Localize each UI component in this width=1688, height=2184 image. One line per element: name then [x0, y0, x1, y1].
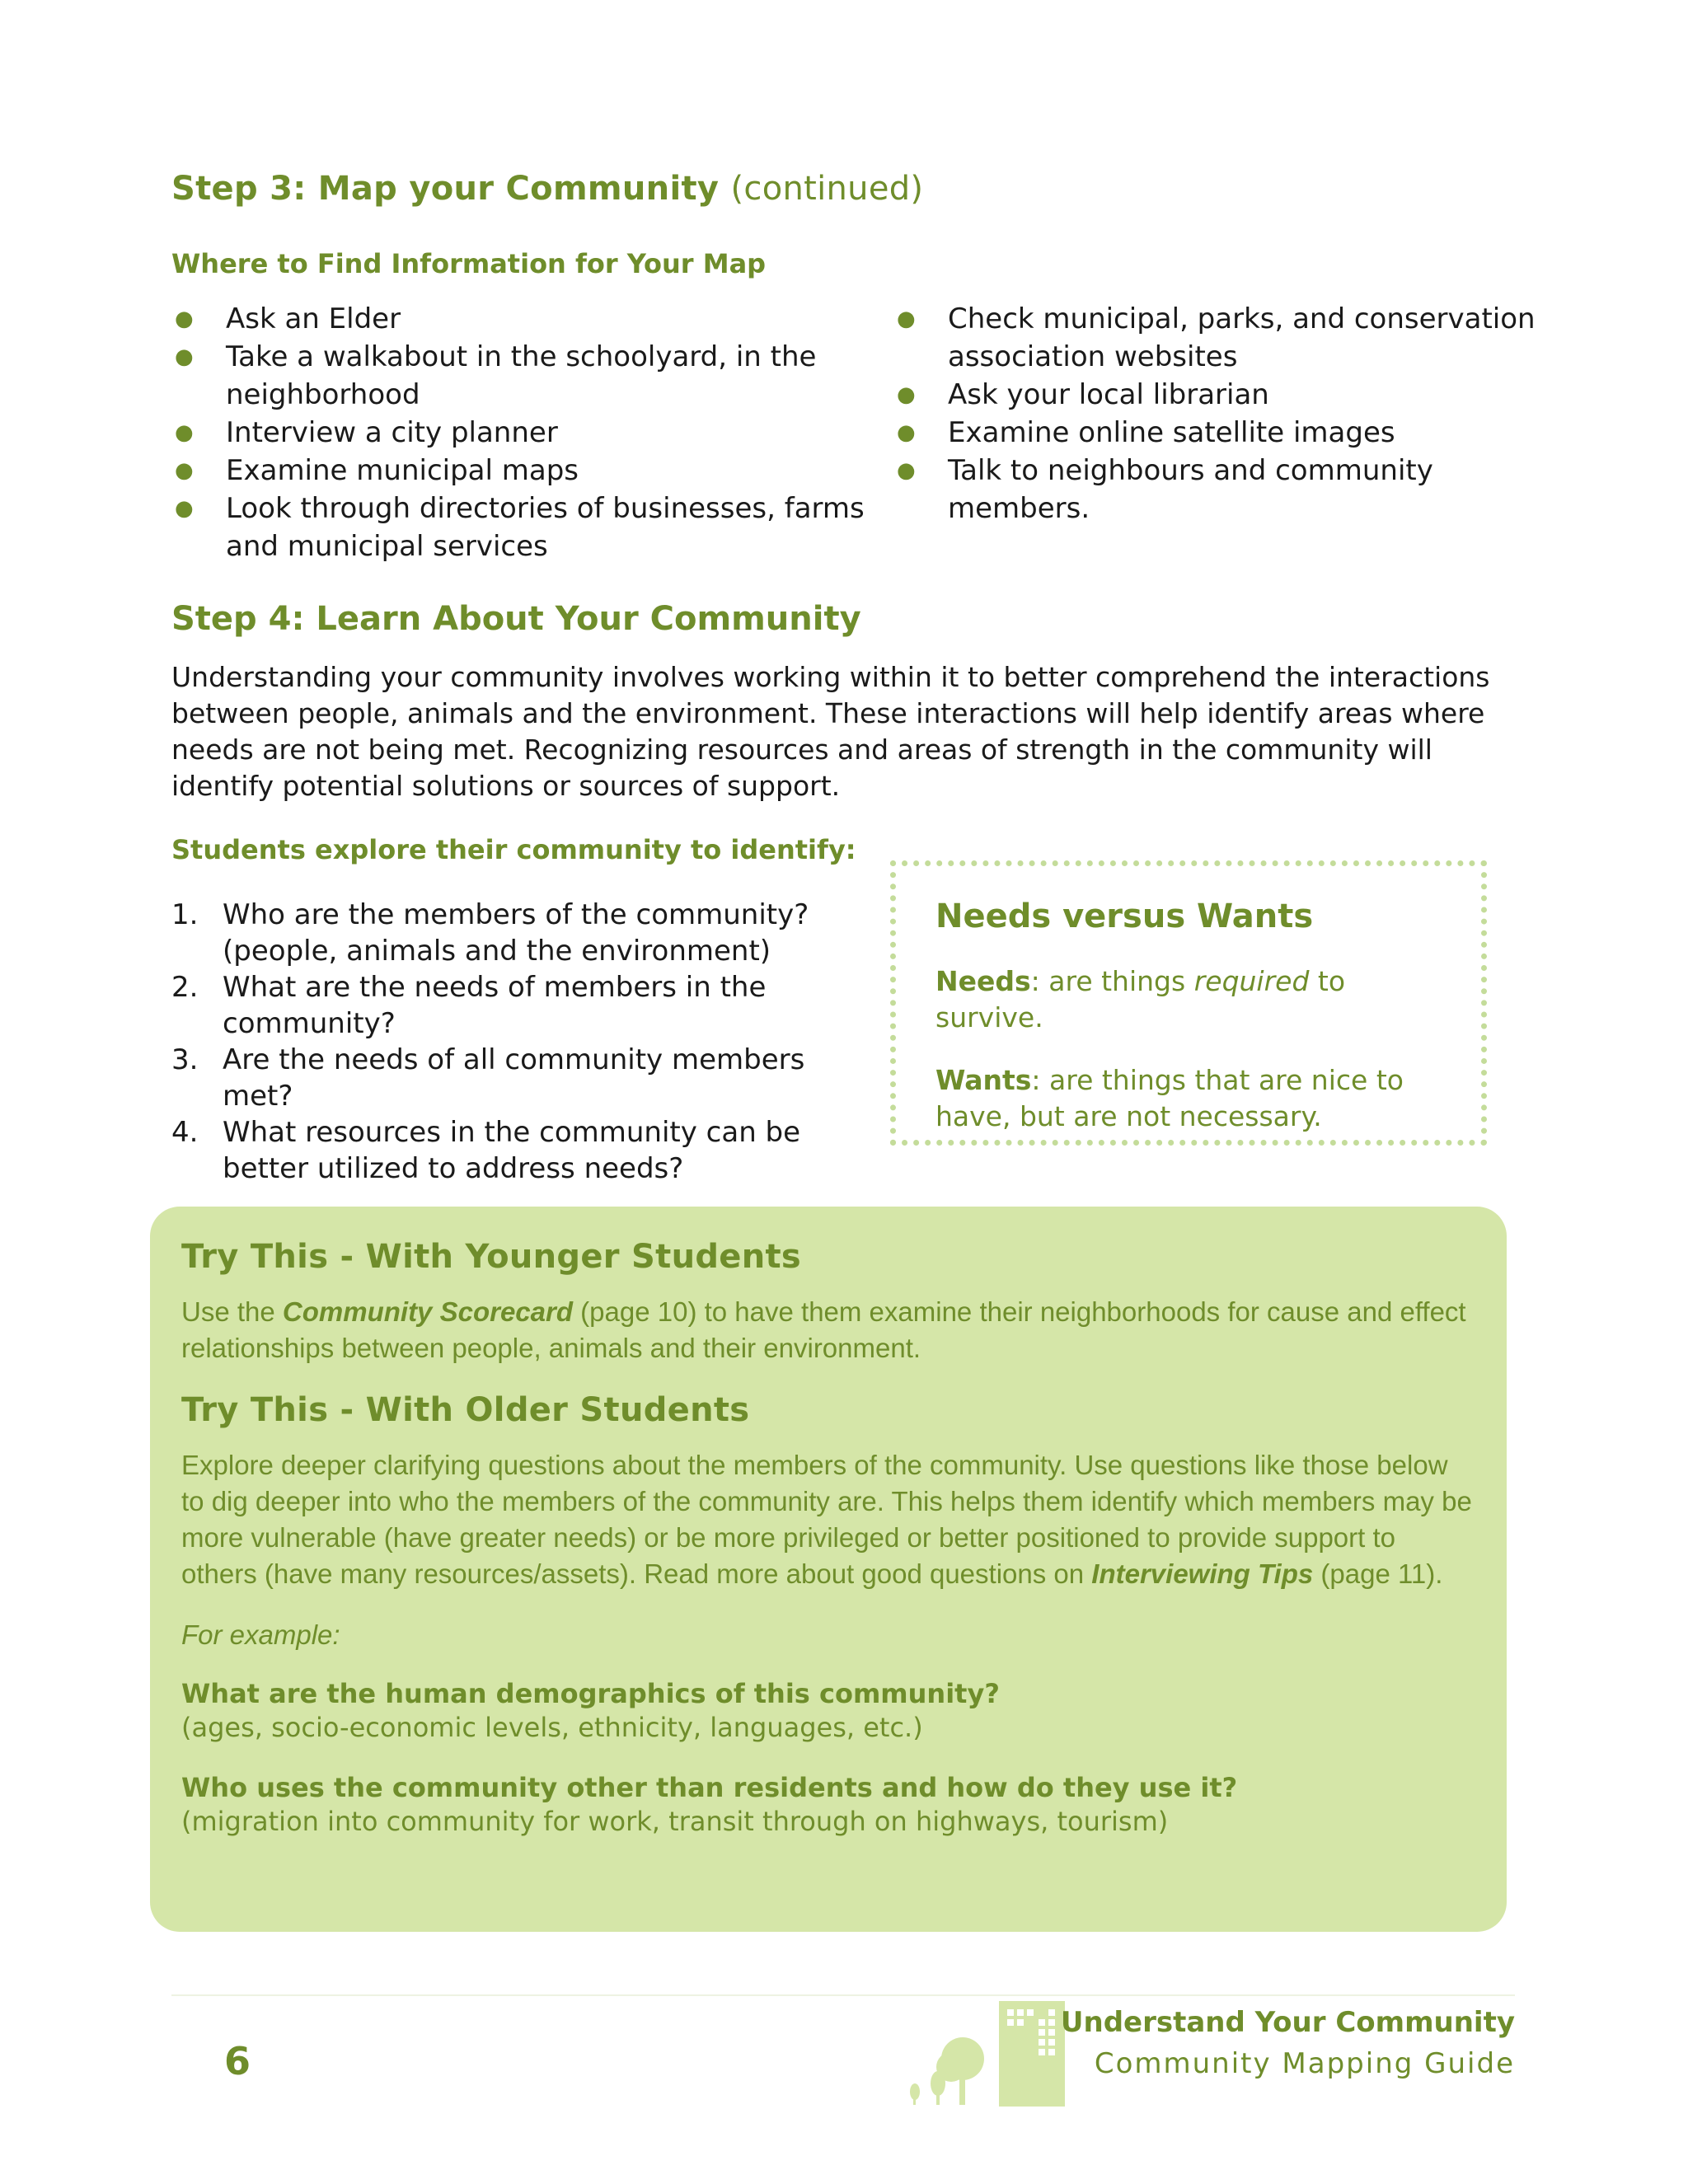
example-question-1: What are the human demographics of this community? [181, 1678, 1000, 1709]
trees-and-building-logo-icon [903, 2001, 1068, 2107]
needs-text-2: to survive. [935, 965, 1346, 1033]
footer-divider [171, 1994, 1515, 1996]
step4-heading: Step 4: Learn About Your Community [171, 600, 861, 638]
older-students-heading: Try This - With Older Students [181, 1391, 750, 1429]
example-answer-2: (migration into community for work, transit through on highways, tourism) [181, 1806, 1169, 1837]
list-item [171, 300, 872, 338]
needs-label: Needs [935, 965, 1031, 997]
needs-text-1: : are things [1030, 965, 1194, 997]
list-item-text: Who are the members of the community? (people, animals and the environment) [223, 898, 809, 968]
younger-students-heading: Try This - With Younger Students [181, 1238, 802, 1276]
step3-heading-text: Step 3: Map your Community [171, 170, 720, 208]
where-to-find-heading: Where to Find Information for Your Map [171, 248, 767, 279]
bullet-icon: ● [175, 344, 194, 369]
find-info-list-right [893, 300, 1553, 527]
explore-heading: Students explore their community to identify: [171, 834, 856, 865]
wants-definition [935, 1062, 1442, 1135]
list-item [171, 490, 872, 565]
wants-label: Wants [935, 1064, 1032, 1096]
example-answer-1: (ages, socio-economic levels, ethnicity, languages, etc.) [181, 1712, 923, 1743]
list-item [171, 452, 872, 490]
needs-emphasis: required [1193, 965, 1310, 997]
bullet-icon: ● [175, 307, 194, 331]
explore-questions-list [171, 897, 864, 1187]
list-item-number: 2. [171, 971, 199, 1004]
older-pre: Explore deeper clarifying questions about the members of the community. Use questions like those below to dig deeper into who the members of the community are. This helps them identify which members may be more vulnerable (have greater needs) or be more privileged or better positioned to provide support to others (have many resources/assets). Read more about good questions on [181, 1450, 1472, 1589]
younger-post: (page 10) to have them examine their neighborhoods for cause and effect relationships between people, animals and their environment. [181, 1296, 1466, 1363]
list-item-number: 3. [171, 1043, 199, 1076]
step3-heading [171, 170, 923, 208]
footer-section-title: Understand Your Community [1060, 2006, 1515, 2039]
callout-title: Needs versus Wants [935, 898, 1314, 935]
list-item-text: Are the needs of all community members met? [223, 1043, 805, 1113]
bullet-icon: ● [897, 382, 916, 407]
try-this-panel [150, 1207, 1507, 1932]
interviewing-tips-reference: Interviewing Tips [1091, 1558, 1314, 1589]
list-item-text: Look through directories of businesses, farms and municipal services [226, 492, 865, 563]
list-item-text: Interview a city planner [226, 416, 558, 449]
bullet-icon: ● [175, 458, 194, 483]
older-post: (page 11). [1313, 1558, 1443, 1589]
older-students-paragraph [181, 1447, 1475, 1592]
list-item [171, 969, 864, 1042]
example-question-2: Who uses the community other than residents and how do they use it? [181, 1772, 1238, 1803]
list-item [893, 300, 1553, 376]
bullet-icon: ● [897, 420, 916, 445]
wants-text: : are things that are nice to have, but are not necessary. [935, 1064, 1404, 1132]
younger-pre: Use the [181, 1296, 283, 1327]
list-item-text: Talk to neighbours and community members. [948, 454, 1433, 525]
list-item-text: Ask your local librarian [948, 378, 1269, 411]
list-item-text: What are the needs of members in the community? [223, 971, 767, 1040]
list-item-text: Ask an Elder [226, 302, 401, 335]
step4-intro-paragraph: Understanding your community involves working within it to better comprehend the interactions between people, animals and the environment. These interactions will help identify areas where needs are not being met. Recognizing resources and areas of strength in the community will identify potential solutions or sources of support. [171, 661, 1490, 802]
bullet-icon: ● [175, 420, 194, 445]
list-item [893, 414, 1553, 452]
list-item-text: Examine municipal maps [226, 454, 579, 487]
example-label: For example: [181, 1619, 340, 1650]
list-item [171, 338, 872, 414]
bullet-icon: ● [897, 458, 916, 483]
list-item [893, 376, 1553, 414]
list-item-number: 4. [171, 1116, 199, 1149]
younger-students-paragraph [181, 1294, 1475, 1366]
list-item-text: Take a walkabout in the schoolyard, in the neighborhood [226, 340, 817, 411]
needs-definition [935, 963, 1442, 1036]
list-item-number: 1. [171, 898, 199, 931]
list-item [171, 1114, 864, 1187]
list-item [171, 1042, 864, 1114]
find-info-list-left [171, 300, 872, 565]
list-item [171, 897, 864, 969]
step3-heading-suffix: (continued) [730, 170, 924, 208]
list-item-text: Check municipal, parks, and conservation association websites [948, 302, 1536, 373]
list-item-text: What resources in the community can be better utilized to address needs? [223, 1116, 801, 1185]
list-item [893, 452, 1553, 527]
bullet-icon: ● [897, 307, 916, 331]
needs-versus-wants-callout [890, 860, 1487, 1146]
page-number: 6 [224, 2039, 251, 2083]
footer-guide-title: Community Mapping Guide [1094, 2047, 1515, 2080]
list-item [171, 414, 872, 452]
list-item-text: Examine online satellite images [948, 416, 1395, 449]
community-scorecard-reference: Community Scorecard [282, 1296, 573, 1327]
bullet-icon: ● [175, 496, 194, 521]
